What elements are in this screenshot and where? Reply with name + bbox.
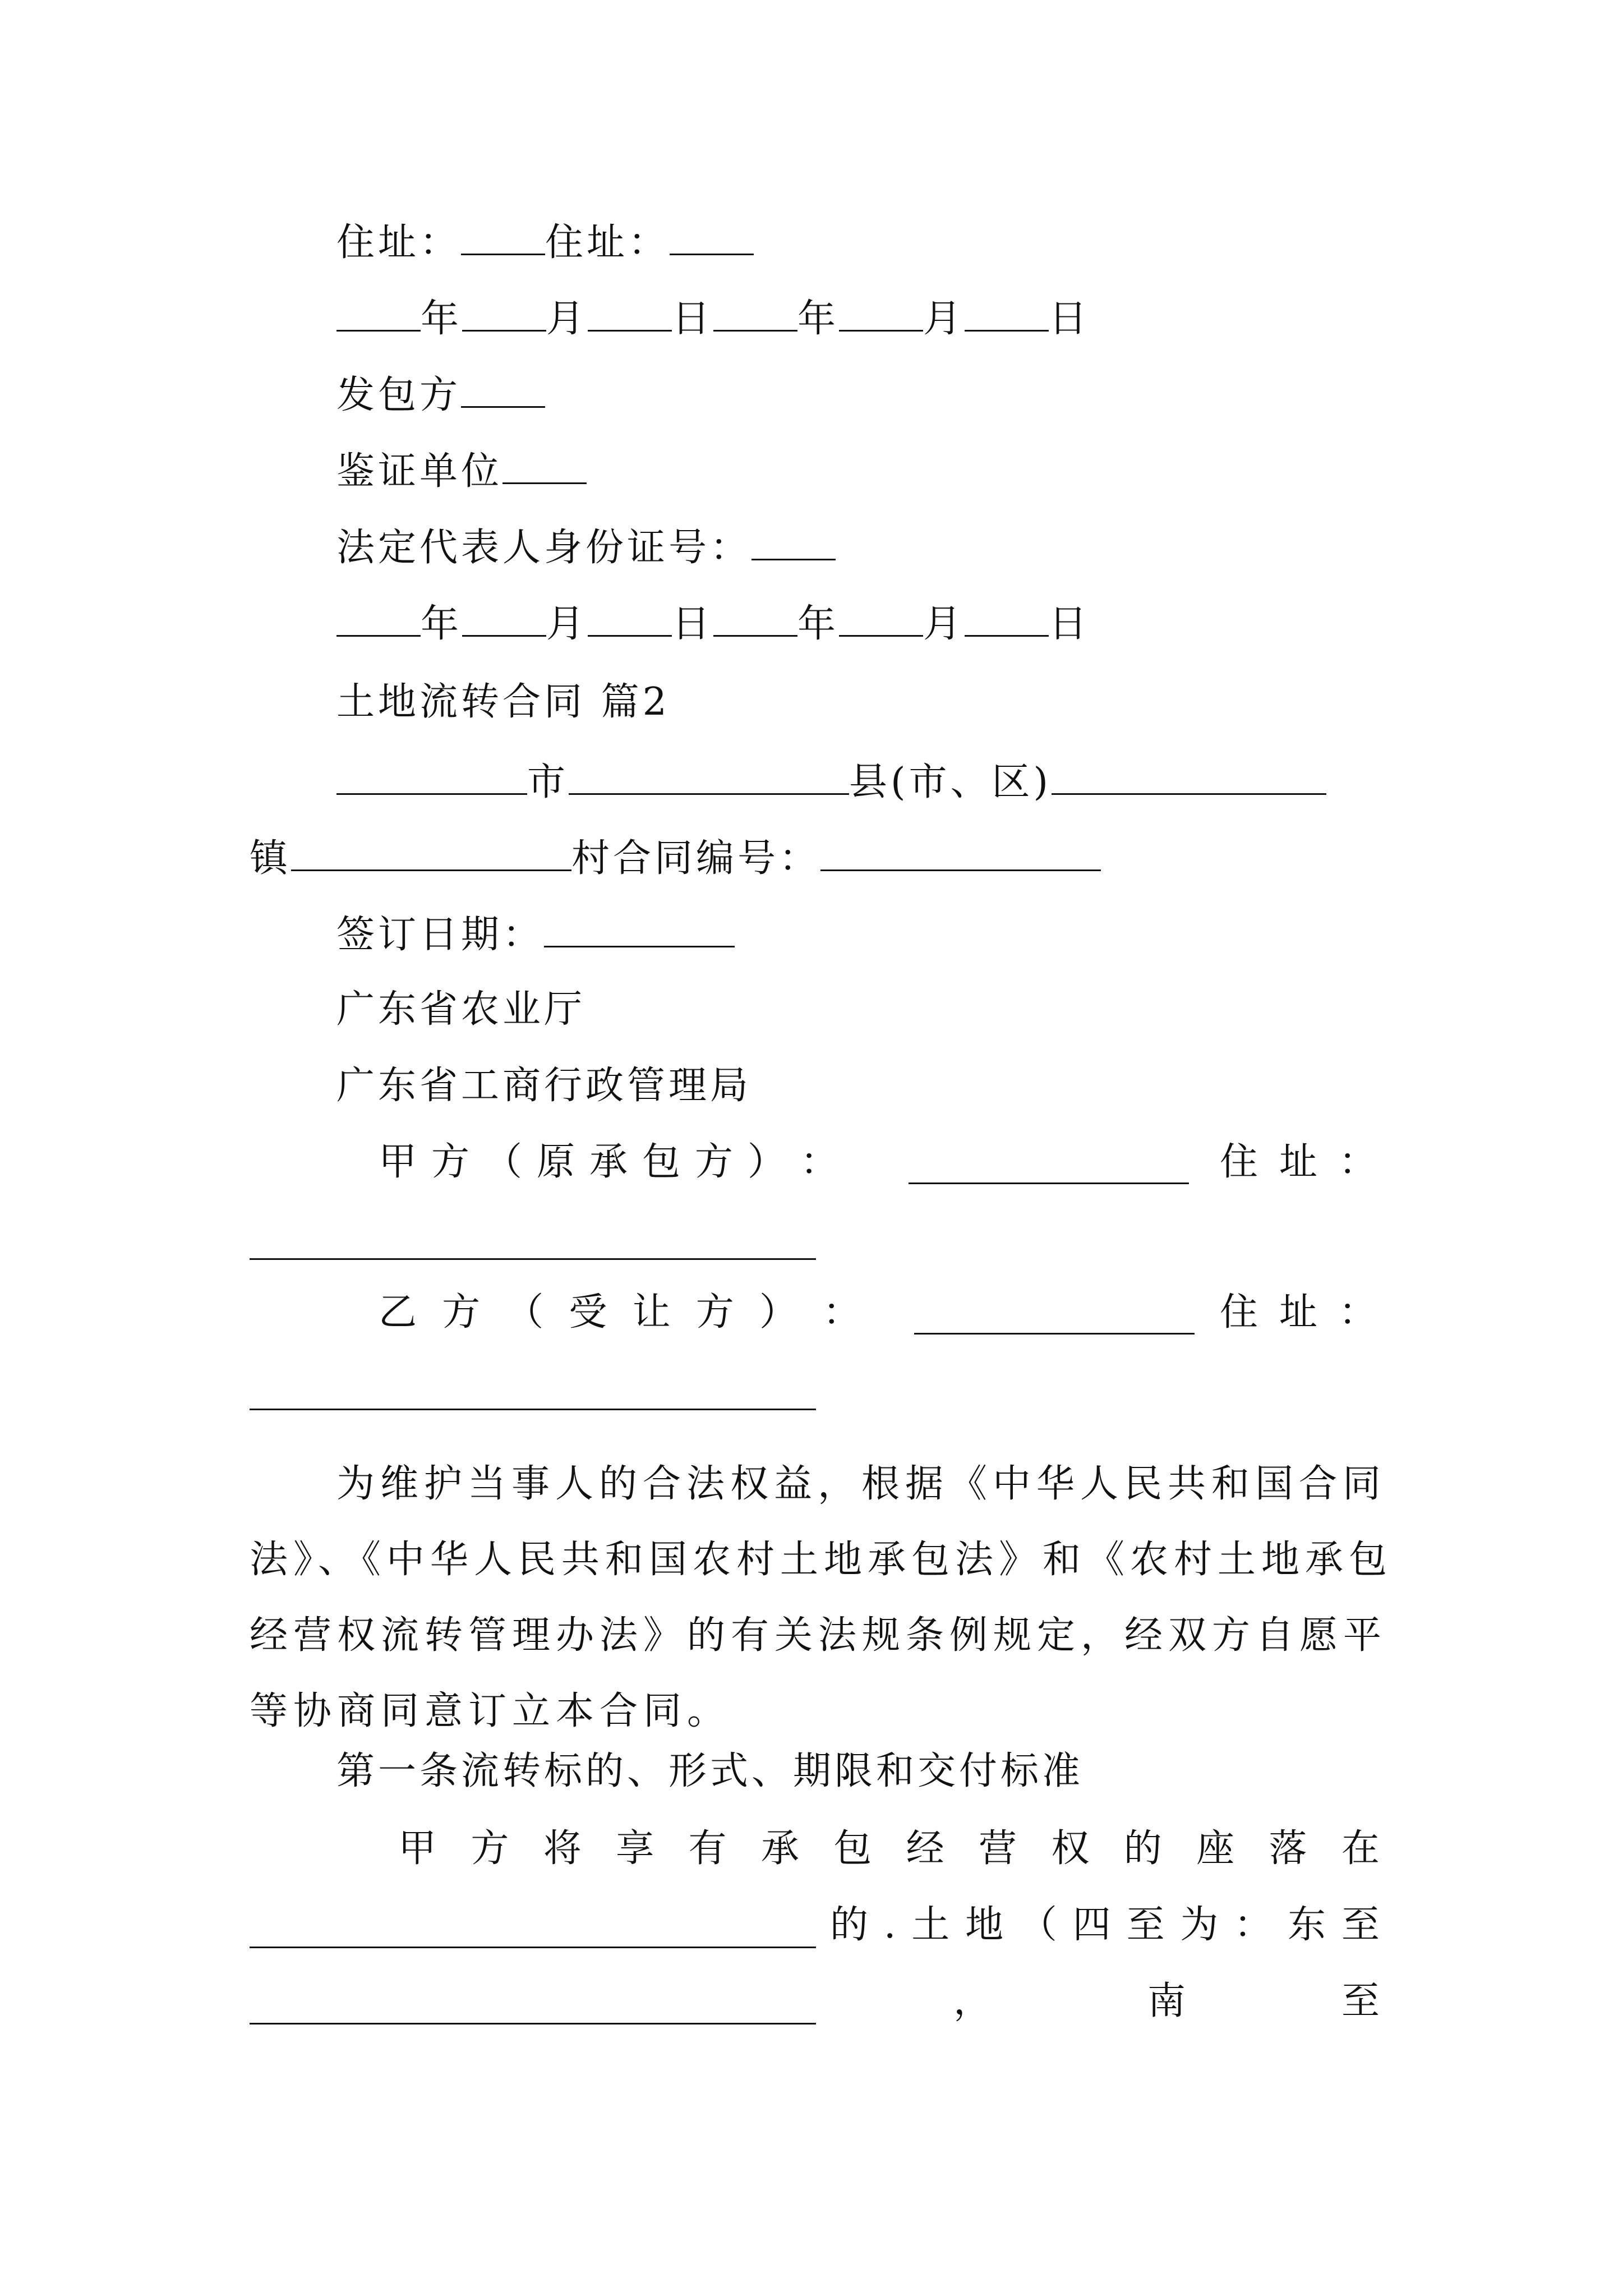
text-char: ， [953,1979,992,2023]
location-line [336,762,1326,802]
village-number-label: 村合同编号： [571,836,821,881]
witness-line [336,449,587,494]
text-char: 至 [1341,1979,1380,2023]
text-char: 乙 [379,1290,417,1335]
text-char: ： [800,1140,838,1184]
date-unit: 月 [923,602,965,646]
text-char: 受 [569,1290,607,1335]
text-char: 承 [760,1826,799,1871]
text-char: ） [747,1140,786,1184]
date-unit: 日 [1049,602,1091,646]
date-unit: 年 [797,297,840,341]
party-a-address-blank [250,1258,816,1260]
town-label: 镇 [250,836,292,881]
blank-field [713,298,797,332]
text-char: 经 [906,1826,944,1871]
blank-field [462,298,546,332]
text-char: 址 [1279,1290,1317,1335]
text-char: ： [1234,1903,1272,1947]
text-char: 至 [1126,1903,1165,1947]
text-char: （ [505,1290,544,1335]
blank-field [544,914,735,947]
text-char: 至 [1341,1903,1380,1947]
city-label: 市 [527,760,569,804]
legal-id-line [336,526,836,570]
text-char: . [883,1903,896,1947]
party-a-line [379,1140,838,1184]
address-line [336,220,754,265]
blank-field [336,762,527,795]
article-1-title: 第一条流转标的、形式、期限和交付标准 [336,1749,1084,1793]
text-char: 座 [1196,1826,1235,1871]
blank-field [965,298,1049,332]
text-char: 为 [1180,1903,1219,1947]
text-char: ： [1338,1140,1377,1184]
date-unit: 年 [421,602,463,646]
date-unit: 日 [1049,297,1091,341]
blank-field [839,604,923,637]
date-line [336,297,1091,341]
blank-field [839,298,923,332]
text-char: 落 [1269,1826,1307,1871]
blank-field [336,604,421,637]
date-unit: 年 [421,297,463,341]
blank-field [502,451,587,484]
date-unit: 月 [923,297,965,341]
witness-label: 鉴证单位 [336,449,503,494]
blank-field [461,375,545,408]
text-char: 方 [694,1140,733,1184]
issuer-label: 发包方 [336,373,462,417]
blank-field [461,222,545,255]
date-unit: 日 [672,602,714,646]
text-char: 的 [830,1903,869,1947]
land-line-1 [398,1826,1380,1871]
text-char: 东 [1288,1903,1326,1947]
text-char: ： [1338,1290,1377,1335]
blank-field [291,838,571,871]
text-char: 南 [1147,1979,1186,2023]
address-label-b: 住址： [545,220,670,265]
text-char: 方 [695,1290,734,1335]
text-char: 权 [1051,1826,1090,1871]
text-char: 甲 [398,1826,437,1871]
sign-date-line [336,913,735,957]
text-char: 在 [1341,1826,1380,1871]
blank-field [670,222,754,255]
text-char: 址 [1279,1140,1317,1184]
text-char: 让 [632,1290,671,1335]
sign-date-label: 签订日期： [336,913,545,957]
date-unit: 月 [546,602,588,646]
party-a-blank [909,1182,1189,1184]
text-char: 承 [589,1140,628,1184]
blank-field [569,762,849,795]
text-char: 将 [543,1826,582,1871]
department-2: 广东省工商行政管理局 [336,1064,752,1108]
land-location-blank [250,1947,816,1948]
blank-field [751,527,836,560]
issuer-line [336,375,545,415]
blank-field [713,604,797,637]
blank-field [965,604,1049,637]
party-b-blank [914,1333,1195,1335]
preamble-paragraph: 为维护当事人的合法权益，根据《中华人民共和国合同法》、《中华人民共和国农村土地承包法》和《农村土地承包经营权流转管理办法》的有关法规条例规定，经双方自愿平等协商同意订立本合同。 [250,1462,1393,1733]
date-line [336,602,1091,646]
town-line [250,836,1101,881]
blank-field [588,298,672,332]
blank-field [820,838,1101,871]
text-char: ） [759,1290,797,1335]
blank-field [462,604,546,637]
text-char: 包 [642,1140,680,1184]
text-char: 方 [471,1826,509,1871]
department-1: 广东省农业厅 [336,987,586,1032]
land-line-3 [953,1979,1380,2023]
date-unit: 日 [672,297,714,341]
text-char: 方 [431,1140,469,1184]
text-char: 方 [442,1290,481,1335]
text-char: ： [822,1290,861,1335]
text-char: 住 [1220,1290,1258,1335]
date-unit: 年 [797,602,840,646]
party-b-address-label [1220,1290,1377,1335]
legal-id-label: 法定代表人身份证号： [336,526,752,570]
party-b-line [379,1290,861,1335]
text-char: （ [1018,1903,1057,1947]
text-char: 的 [1123,1826,1162,1871]
text-char: 地 [965,1903,1004,1947]
land-line-2 [830,1903,1380,1947]
blank-field [588,604,672,637]
blank-field [1052,762,1326,795]
text-char: （ [483,1140,522,1184]
county-label: 县(市、区) [849,760,1052,804]
text-char: 有 [688,1826,727,1871]
party-b-address-blank [250,1409,816,1410]
section-title: 土地流转合同 篇2 [336,680,670,724]
text-char: 土 [911,1903,950,1947]
date-unit: 月 [546,297,588,341]
text-char: 包 [833,1826,872,1871]
text-char: 营 [979,1826,1017,1871]
address-label-a: 住址： [336,220,462,265]
text-char: 原 [536,1140,575,1184]
text-char: 四 [1072,1903,1111,1947]
text-char: 甲 [379,1140,417,1184]
party-a-address-label [1220,1140,1377,1184]
text-char: 享 [616,1826,654,1871]
text-char: 住 [1220,1140,1258,1184]
east-boundary-blank [250,2023,816,2024]
blank-field [336,298,421,332]
